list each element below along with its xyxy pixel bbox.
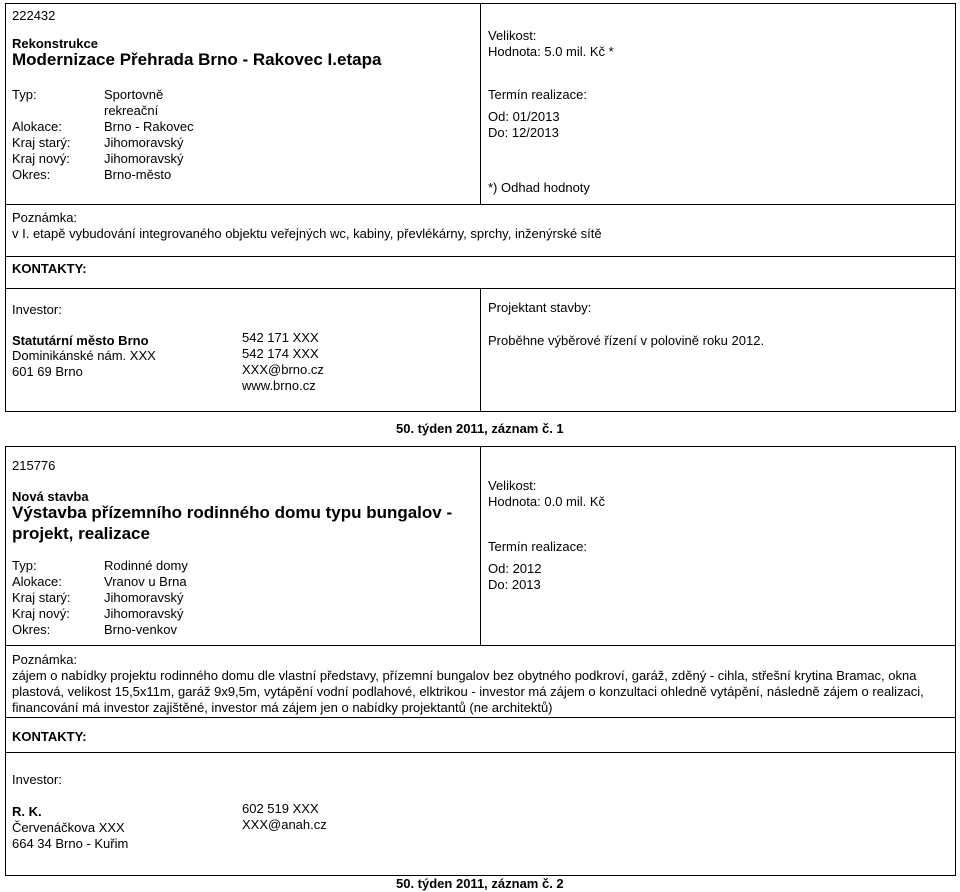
field-row bbox=[12, 135, 412, 151]
field-row bbox=[12, 103, 412, 119]
record-title: projekt, realizace bbox=[12, 524, 150, 543]
designer-label: Projektant stavby: bbox=[488, 300, 592, 315]
field-value: Jihomoravský bbox=[104, 606, 184, 621]
field-value: Rodinné domy bbox=[104, 558, 188, 573]
record-category: Rekonstrukce bbox=[12, 36, 98, 51]
note-text: v I. etapě vybudování integrovaného objektu veřejných wc, kabiny, převlékárny, sprchy, inženýrské sítě bbox=[12, 226, 602, 241]
field-value: Brno-venkov bbox=[104, 622, 177, 637]
field-row bbox=[12, 558, 412, 574]
term-label: Termín realizace: bbox=[488, 539, 587, 554]
investor-website: www.brno.cz bbox=[242, 378, 316, 393]
term-label: Termín realizace: bbox=[488, 87, 587, 102]
investor-email: XXX@anah.cz bbox=[242, 817, 327, 832]
estimate-note: *) Odhad hodnoty bbox=[488, 180, 590, 195]
record-title: Modernizace Přehrada Brno - Rakovec I.etapa bbox=[12, 50, 382, 69]
term-from: Od: 2012 bbox=[488, 561, 542, 576]
field-label: Kraj starý: bbox=[12, 135, 71, 150]
field-value: Sportovně bbox=[104, 87, 164, 102]
note-label: Poznámka: bbox=[12, 652, 78, 667]
column-divider bbox=[480, 4, 481, 204]
investor-label: Investor: bbox=[12, 302, 62, 317]
row-divider bbox=[6, 717, 955, 718]
note-label: Poznámka: bbox=[12, 210, 78, 225]
field-label: Kraj nový: bbox=[12, 151, 70, 166]
investor-phone: 542 171 XXX bbox=[242, 330, 319, 345]
field-value: Jihomoravský bbox=[104, 151, 184, 166]
field-row bbox=[12, 590, 412, 606]
field-list bbox=[12, 87, 412, 183]
field-value: Vranov u Brna bbox=[104, 574, 187, 589]
field-row bbox=[12, 87, 412, 103]
row-divider bbox=[6, 204, 955, 205]
investor-address: Červenáčkova XXX bbox=[12, 820, 125, 835]
investor-phone: 602 519 XXX bbox=[242, 801, 319, 816]
note-line: financování má investor zajištěné, investor má zájem jen o nabídky projektantů (ne architektů) bbox=[12, 700, 553, 715]
size-label: Velikost: bbox=[488, 478, 537, 493]
contacts-heading: KONTAKTY: bbox=[12, 261, 87, 276]
investor-address: 601 69 Brno bbox=[12, 364, 83, 379]
term-to: Do: 12/2013 bbox=[488, 125, 559, 140]
investor-address: 664 34 Brno - Kuřim bbox=[12, 836, 129, 851]
field-row bbox=[12, 151, 412, 167]
field-value: Jihomoravský bbox=[104, 135, 184, 150]
term-from: Od: 01/2013 bbox=[488, 109, 560, 124]
field-row bbox=[12, 574, 412, 590]
investor-address: Dominikánské nám. XXX bbox=[12, 348, 156, 363]
column-divider bbox=[480, 447, 481, 645]
row-divider bbox=[6, 256, 955, 257]
record-id: 222432 bbox=[12, 8, 56, 23]
size-value: Hodnota: 5.0 mil. Kč * bbox=[488, 44, 614, 59]
size-label: Velikost: bbox=[488, 28, 537, 43]
record-footer: 50. týden 2011, záznam č. 2 bbox=[396, 876, 564, 891]
field-label: Alokace: bbox=[12, 574, 62, 589]
field-row bbox=[12, 167, 412, 183]
field-value: Brno-město bbox=[104, 167, 172, 182]
size-value: Hodnota: 0.0 mil. Kč bbox=[488, 494, 606, 509]
field-label: Okres: bbox=[12, 167, 51, 182]
field-value: rekreační bbox=[104, 103, 159, 118]
investor-email: XXX@brno.cz bbox=[242, 362, 324, 377]
field-row bbox=[12, 119, 412, 135]
field-value: Brno - Rakovec bbox=[104, 119, 194, 134]
field-value: Jihomoravský bbox=[104, 590, 184, 605]
investor-label: Investor: bbox=[12, 772, 62, 787]
investor-phone: 542 174 XXX bbox=[242, 346, 319, 361]
field-label: Alokace: bbox=[12, 119, 62, 134]
record-title: Výstavba přízemního rodinného domu typu bungalov - bbox=[12, 503, 453, 522]
note-line: plastová, velikost 15,5x11m, garáž 9x9,5m, vytápění vodní podlahové, elktrikou - investor má zájem o konzultaci ohledně vytápění, následně zájem o realizaci, bbox=[12, 684, 924, 699]
investor-name: Statutární město Brno bbox=[12, 333, 149, 348]
contacts-heading: KONTAKTY: bbox=[12, 729, 87, 744]
field-list bbox=[12, 558, 412, 638]
note-line: zájem o nabídky projektu rodinného domu dle vlastní představy, přízemní bungalov bez obytného podkroví, garáž, zděný - cihla, střešní krytina Bramac, okna bbox=[12, 668, 917, 683]
record-footer: 50. týden 2011, záznam č. 1 bbox=[396, 421, 564, 436]
column-divider bbox=[480, 288, 481, 411]
field-label: Okres: bbox=[12, 622, 51, 637]
row-divider bbox=[6, 645, 955, 646]
field-label: Kraj nový: bbox=[12, 606, 70, 621]
investor-name: R. K. bbox=[12, 804, 42, 819]
field-label: Kraj starý: bbox=[12, 590, 71, 605]
field-label: Typ: bbox=[12, 87, 37, 102]
field-row bbox=[12, 606, 412, 622]
record-id: 215776 bbox=[12, 458, 56, 473]
record-category: Nová stavba bbox=[12, 489, 89, 504]
field-row bbox=[12, 622, 412, 638]
field-label: Typ: bbox=[12, 558, 37, 573]
term-to: Do: 2013 bbox=[488, 577, 541, 592]
designer-text: Proběhne výběrové řízení v polovině roku 2012. bbox=[488, 333, 765, 348]
row-divider bbox=[6, 752, 955, 753]
